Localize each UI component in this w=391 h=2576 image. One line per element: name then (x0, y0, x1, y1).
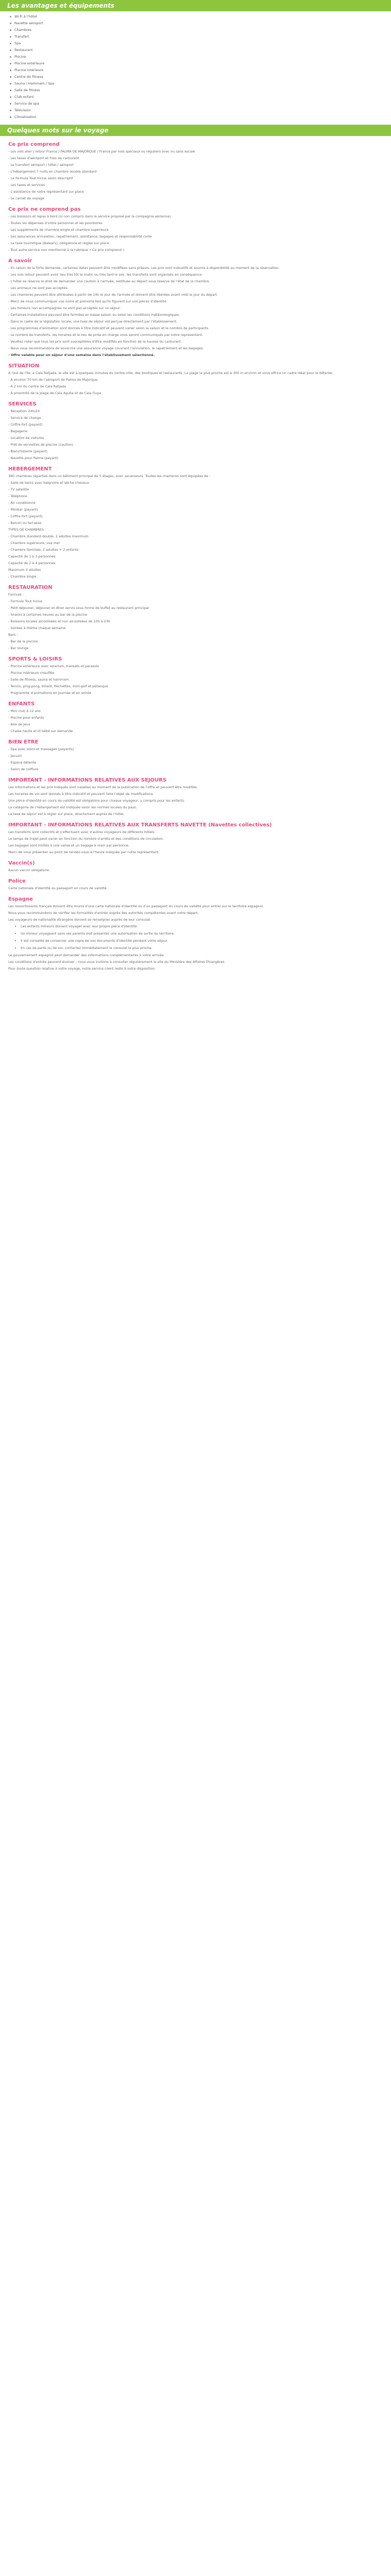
equipment-item: Navette aéroport (11, 20, 391, 27)
sports-line: - Tennis, ping-pong, billard, fléchettes, mini-golf et pétanque (8, 684, 108, 688)
police-heading: Police (8, 878, 26, 884)
prix-non-line: - Les boissons et repas à bord (si non compris dans le service proposé par la compagnie aérienne) (8, 214, 171, 218)
important-transferts-heading: IMPORTANT - INFORMATIONS RELATIVES AUX TRANSFERTS NAVETTE (Navettes collectives) (8, 822, 272, 828)
page (0, 0, 391, 971)
important-transferts-line: Les bagages sont limités à une valise et un bagage à main par personne. (8, 843, 129, 848)
restauration-line: - Petit déjeuner, déjeuner et dîner servis sous forme de buffet au restaurant principal (8, 606, 149, 610)
voyage-header: Quelques mots sur le voyage (0, 125, 391, 136)
hebergement-line: Maximum 3 adultes (8, 568, 41, 572)
equipments-list (0, 13, 391, 121)
hebergement-line: - Chambre standard double, 2 adultes maximum (8, 534, 89, 538)
prix-comprend-line: - La formule Tout Inclus selon descriptif (8, 176, 73, 180)
restauration-line: - Formule Tout Inclus (8, 599, 43, 603)
espagne-bullet-item: • Les enfants mineurs doivent voyager avec leur propre pièce d'identité. (21, 924, 383, 929)
voyage-body (0, 141, 391, 971)
prix-comprend-line: - Les taxes d'aéroport et frais de carburant (8, 156, 79, 160)
prix-comprend-line: - L'hébergement 7 nuits en chambre double standard (8, 170, 97, 174)
espagne-closing-line: Le gouvernement espagnol peut demander des informations complémentaires à votre arrivée. (8, 953, 165, 957)
prix-comprend-line: - Les taxes et services (8, 183, 45, 187)
hebergement-line: - Coffre-fort (payant) (8, 514, 43, 518)
espagne-bullets (8, 924, 383, 951)
espagne-bullet-item: • Il est conseillé de conserver une copie de vos documents d'identité pendant votre séjour. (21, 938, 383, 943)
restauration-line: - Bar lounge (8, 646, 29, 650)
equipment-item: Salle de fitness (11, 87, 391, 94)
vaccins-line: Aucun vaccin obligatoire. (8, 868, 50, 872)
enfants-heading: ENFANTS (8, 701, 35, 707)
hebergement-line: Capacité de 1 à 3 personnes (8, 554, 56, 558)
services-line: - Service de change (8, 416, 41, 420)
asavoir-line: - Nous vous recommandons de souscrire une assurance voyage couvrant l'annulation, le rapatriement et les bagages. (8, 346, 204, 350)
important-transferts-line: Les transferts sont collectifs et s'effectuent avec d'autres voyageurs de différents hôtels. (8, 830, 156, 834)
sports-line: - Piscine extérieure avec solarium, transats et parasols (8, 664, 99, 668)
sports-line: - Salle de fitness, sauna et hammam (8, 677, 69, 682)
important-sejours-heading: IMPORTANT - INFORMATIONS RELATIVES AUX SEJOURS (8, 777, 167, 783)
prix-comprend-line: - Le transfert aéroport / hôtel / aéroport (8, 163, 74, 167)
enfants-line: - Mini club 4-12 ans (8, 709, 41, 713)
hebergement-line: TYPES DE CHAMBRES : (8, 528, 46, 532)
important-sejours-line: Les horaires de vol sont donnés à titre indicatif et peuvent faire l'objet de modifications. (8, 792, 154, 796)
enfants-line: - Aire de jeux (8, 722, 30, 726)
restauration-line: Bars : (8, 633, 18, 637)
services-line: - Location de voitures (8, 436, 44, 440)
espagne-heading: Espagne (8, 896, 33, 902)
equipment-item: Climatisation (11, 114, 391, 121)
hebergement-line: Capacité de 2 à 4 personnes (8, 561, 56, 565)
bienetre-line: - Jacuzzi (8, 754, 22, 758)
espagne-closing-line: Pour toute question relative à votre voyage, notre service client reste à votre disposition. (8, 967, 156, 971)
important-transferts-line: Le temps de trajet peut varier en fonction du nombre d'arrêts et des conditions de circulation. (8, 837, 164, 841)
equipment-item: Restaurant (11, 47, 391, 54)
asavoir-line: - Les animaux ne sont pas acceptés. (8, 286, 69, 290)
asavoir-line: - Veuillez noter que tous les prix sont susceptibles d'être modifiés en fonction de la hausse du carburant. (8, 340, 182, 344)
hebergement-line: - TV satellite (8, 487, 29, 492)
equipment-item: Piscine extérieure (11, 60, 391, 67)
situation-line: - À proximité de la plage de Cala Agulla et de Cala Guya. (8, 391, 102, 395)
situation-heading: SITUATION (8, 363, 39, 369)
hebergement-line: - Chambre familiale, 2 adultes + 2 enfants (8, 548, 79, 552)
hebergement-line: - Balcon ou terrasse (8, 521, 41, 525)
restauration-line: - Snacks à certaines heures au bar de la piscine (8, 613, 88, 617)
asavoir-line: - En raison de la forte demande, certaines dates peuvent être modifiées sans préavis. Les prix sont indicatifs et soumis à disponibilité au moment de la réservation. (8, 266, 280, 270)
services-line: - Coffre-fort (payant) (8, 422, 43, 427)
bienetre-line: - Spa avec soins et massages (payants) (8, 747, 74, 751)
enfants-line: - Piscine pour enfants (8, 716, 44, 720)
enfants-line: - Chaise haute et lit bébé sur demande (8, 729, 73, 733)
services-line: - Réception 24h/24 (8, 409, 40, 413)
espagne-line: Les voyageurs de nationalité étrangère doivent se renseigner auprès de leur consulat. (8, 918, 151, 922)
hebergement-line: - Téléphone (8, 494, 27, 498)
asavoir-line: - Certaines installations peuvent être fermées en basse saison ou selon les conditions météorologiques. (8, 313, 180, 317)
hebergement-line: - Salle de bains avec baignoire et sèche-cheveux (8, 481, 89, 485)
hebergement-line: 380 chambres réparties dans un bâtiment principal de 5 étages, avec ascenseurs. Toutes les chambres sont équipées de : (8, 474, 210, 478)
asavoir-line: - L'hôtel se réserve le droit de demander une caution à l'arrivée, restituée au départ sous réserve de l'état de la chambre. (8, 279, 210, 283)
restauration-line: - Bar de la piscine (8, 639, 38, 643)
equipment-item: Sauna / Hammam / Spa (11, 80, 391, 87)
important-sejours-line: Les informations et les prix indiqués sont valables au moment de la publication de l'offre et peuvent être modifiés. (8, 785, 198, 789)
prix-non-line: - Toutes les dépenses d'ordre personnel et les pourboires (8, 221, 103, 225)
bienetre-heading: BIEN ETRE (8, 739, 39, 745)
asavoir-note: - Offre valable pour un séjour d'une semaine dans l'établissement sélectionné. (8, 353, 155, 357)
asavoir-line: - Merci de nous communiquer vos noms et prénoms tels qu'ils figurent sur vos pièces d'identité. (8, 299, 168, 303)
equipment-item: Service de spa (11, 100, 391, 107)
equipment-item: Wi-Fi à l'hôtel (11, 13, 391, 20)
equipment-item: Télévision (11, 107, 391, 114)
restauration-line: Formule : (8, 592, 24, 597)
important-sejours-line: Une pièce d'identité en cours de validité est obligatoire pour chaque voyageur, y compris pour les enfants. (8, 799, 185, 803)
prix-non-line: - Tout autre service non mentionné à la rubrique « Ce prix comprend » (8, 248, 125, 252)
asavoir-line: - Le nombre de transferts, les horaires et le lieu de prise en charge vous seront communiqués par notre représentant. (8, 333, 203, 337)
restauration-heading: RESTAURATION (8, 585, 53, 590)
prix-comprend-line: - Les vols aller / retour France / PALMA DE MAJORQUE / France par vols spéciaux ou réguliers avec ou sans escale (8, 149, 195, 154)
espagne-closing-line: Les conditions d'entrée peuvent évoluer ; nous vous invitons à consulter régulièrement le site du Ministère des Affaires Étrangères. (8, 960, 225, 964)
prix-comprend-heading: Ce prix comprend (8, 142, 60, 147)
hebergement-line: - Chambre supérieure, vue mer (8, 541, 60, 545)
espagne-line: Nous vous recommandons de vérifier les formalités d'entrée auprès des autorités compétentes avant votre départ. (8, 911, 199, 915)
prix-non-line: - Les assurances annulation, rapatriement, assistance, bagages et responsabilité civile (8, 234, 152, 239)
situation-line: - À environ 70 km de l'aéroport de Palma de Majorque. (8, 378, 99, 382)
sports-line: - Programme d'animations en journée et en soirée (8, 691, 91, 695)
equipment-item: Club enfant (11, 94, 391, 100)
equipments-header: Les avantages et équipements (0, 0, 391, 11)
equipment-item: Piscine intérieure (11, 67, 391, 74)
prix-non-heading: Ce prix ne comprend pas (8, 207, 81, 212)
prix-non-line: - La taxe touristique (Balears), obligatoire et réglée sur place (8, 241, 109, 245)
important-transferts-line: Merci de vous présenter au point de rendez-vous à l'heure indiquée par notre représentant. (8, 850, 160, 854)
espagne-line: Les ressortissants français doivent être munis d'une carte nationale d'identité ou d'un passeport en cours de validité pour entrer sur le territoire espagnol. (8, 904, 264, 908)
sports-heading: SPORTS & LOISIRS (8, 656, 62, 662)
espagne-bullet-item: • En cas de perte ou de vol, contactez immédiatement le consulat le plus proche. (21, 945, 383, 951)
situation-line: A l'est de l'île, à Cala Ratjada, le site est à quelques minutes du centre-ville, des boutiques et restaurants. La plage la plus proche est à 300 m environ et vous offrira un cadre idéal pour la détente. (8, 371, 333, 375)
vaccins-heading: Vaccin(s) (8, 860, 35, 866)
asavoir-line: - Les programmes d'animation sont donnés à titre indicatif et peuvent varier selon la saison et le nombre de participants. (8, 326, 209, 330)
equipment-item: Spa (11, 40, 391, 47)
important-sejours-line: La catégorie de l'hébergement est indiquée selon les normes locales du pays. (8, 805, 137, 809)
prix-non-line: - Les suppléments de chambre single et chambre supérieure (8, 228, 109, 232)
asavoir-line: - Les mineurs non accompagnés ne sont pas acceptés sur ce séjour. (8, 306, 121, 310)
restauration-line: - Soirées à thème chaque semaine (8, 626, 66, 630)
asavoir-heading: A savoir (8, 258, 32, 264)
asavoir-line: - Les chambres peuvent être attribuées à partir de 14h le jour de l'arrivée et doivent être libérées avant midi le jour du départ. (8, 293, 218, 297)
services-line: - Prêt de serviettes de piscine (caution) (8, 443, 73, 447)
asavoir-line: - Dans le cadre de la législation locale, une taxe de séjour est perçue directement par l'établissement. (8, 319, 177, 324)
prix-comprend-line: - L'assistance de notre représentant sur place (8, 190, 84, 194)
services-line: - Blanchisserie (payant) (8, 449, 47, 453)
situation-line: - À 2 km du centre de Cala Ratjada (8, 384, 66, 388)
police-line: Carte nationale d'identité ou passeport en cours de validité. (8, 886, 108, 890)
hebergement-line: - Minibar (payant) (8, 507, 38, 512)
bienetre-line: - Salon de coiffure (8, 767, 39, 771)
bienetre-line: - Espace détente (8, 760, 37, 765)
equipment-item: Centre de fitness (11, 74, 391, 80)
services-line: - Navette pour Palma (payant) (8, 456, 59, 460)
espagne-bullet-item: • Un mineur voyageant sans ses parents doit présenter une autorisation de sortie du territoire. (21, 931, 383, 936)
hebergement-line: - Air conditionné (8, 501, 36, 505)
hebergement-heading: HEBERGEMENT (8, 466, 52, 472)
sports-line: - Piscine intérieure chauffée (8, 671, 55, 675)
important-sejours-line: La taxe de séjour est à régler sur place, directement auprès de l'hôtel. (8, 812, 125, 816)
asavoir-line: - Les vols retour peuvent avoir lieu très tôt le matin ou très tard le soir, les transferts sont organisés en conséquence. (8, 273, 203, 277)
hebergement-line: - Chambre single (8, 574, 37, 579)
services-heading: SERVICES (8, 401, 37, 407)
prix-comprend-line: - Le carnet de voyage (8, 196, 44, 200)
services-line: - Bagagerie (8, 429, 27, 433)
equipment-item: Piscine (11, 54, 391, 60)
equipment-item: Chambres (11, 27, 391, 33)
equipment-item: Transfert (11, 33, 391, 40)
restauration-line: - Boissons locales alcoolisées et non alcoolisées de 10h à 23h (8, 619, 110, 623)
